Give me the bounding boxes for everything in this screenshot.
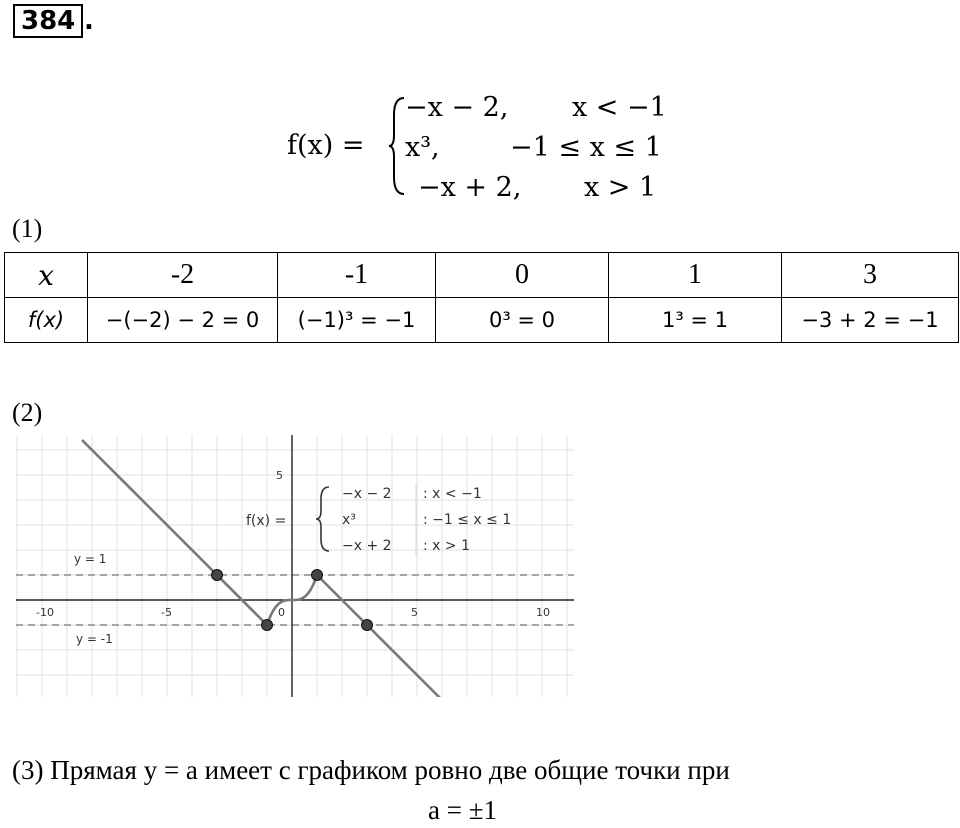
problem-number-dot: . [84, 6, 94, 36]
table-cell: 0 [436, 253, 609, 298]
table-cell: 1³ = 1 [609, 298, 782, 343]
x-tick-label: -10 [36, 606, 54, 619]
function-lhs: f(x) = [287, 130, 365, 161]
intersection-point [312, 570, 323, 581]
values-table [4, 252, 959, 343]
legend-expr-1: −x − 2 [342, 486, 392, 502]
legend-brace [316, 487, 329, 551]
table-header-f: f(x) [5, 298, 88, 343]
part1-label: (1) [12, 214, 43, 243]
table-cell: -1 [278, 253, 436, 298]
intersection-point [262, 620, 273, 631]
y-tick-label: 5 [276, 469, 283, 482]
curve-right [317, 575, 442, 697]
legend-lhs: f(x) = [246, 513, 287, 529]
table-cell: 3 [782, 253, 959, 298]
case-expr-2: x³, [405, 132, 440, 163]
case-cond-2: −1 ≤ x ≤ 1 [510, 132, 662, 163]
table-cell: (−1)³ = −1 [278, 298, 436, 343]
x-tick-label: 0 [278, 606, 285, 619]
table-cell: −(−2) − 2 = 0 [88, 298, 278, 343]
table-cell: 0³ = 0 [436, 298, 609, 343]
x-tick-label: 5 [411, 606, 418, 619]
part2-label: (2) [12, 398, 43, 427]
x-tick-label: -5 [161, 606, 172, 619]
legend-expr-3: −x + 2 [342, 538, 392, 554]
table-row-f [5, 298, 959, 343]
legend-cond-2: : −1 ≤ x ≤ 1 [423, 512, 512, 528]
graph-curves [82, 440, 442, 697]
intersection-point [212, 570, 223, 581]
legend-cond-3: : x > 1 [423, 538, 470, 554]
x-tick-label: 10 [536, 606, 550, 619]
case-cond-1: x < −1 [572, 92, 667, 123]
part3-answer: a = ±1 [428, 795, 498, 825]
problem-number: 384 [13, 4, 83, 38]
table-cell: -2 [88, 253, 278, 298]
table-header-x: x [5, 253, 88, 298]
case-expr-3: −x + 2, [418, 172, 522, 203]
intersection-point [362, 620, 373, 631]
part3-text: (3) Прямая y = a имеет с графиком ровно две общие точки при [12, 755, 730, 785]
function-graph [16, 435, 574, 697]
legend-cond-1: : x < −1 [423, 486, 482, 502]
graph-legend [246, 483, 511, 557]
reference-line-labels [74, 552, 113, 646]
legend-expr-2: x³ [342, 512, 356, 528]
table-cell: −3 + 2 = −1 [782, 298, 959, 343]
grid-lines [16, 435, 574, 697]
table-row-x [5, 253, 959, 298]
label-y-neg1: y = -1 [76, 632, 113, 646]
table-cell: 1 [609, 253, 782, 298]
case-expr-1: −x − 2, [405, 92, 509, 123]
case-cond-3: x > 1 [584, 172, 657, 203]
curve-left [82, 440, 267, 625]
axes [16, 435, 574, 697]
label-y-1: y = 1 [74, 552, 107, 566]
